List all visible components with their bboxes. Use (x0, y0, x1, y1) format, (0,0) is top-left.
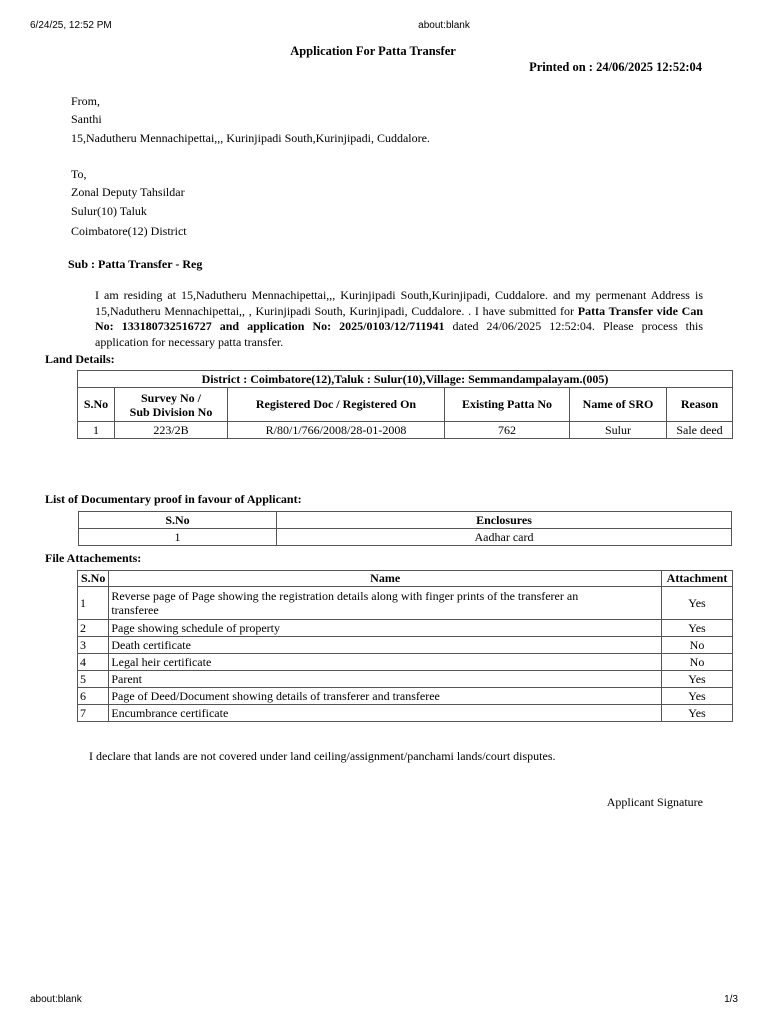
file-attachments-title: File Attachements: (45, 551, 142, 565)
land-table-caption: District : Coimbatore(12),Taluk : Sulur(10),Village: Semmandampalayam.(005) (78, 371, 733, 388)
table-row (78, 688, 733, 705)
file-sno: 1 (78, 587, 109, 620)
file-attachment: Yes (662, 587, 733, 620)
paragraph-application-numbers: Patta Transfer vide Can No: 133180732516727 and application No: 2025/0103/12/711941 (95, 303, 703, 334)
from-name: Santhi (71, 112, 102, 126)
to-label: To, (71, 167, 87, 181)
land-sro: Sulur (570, 422, 667, 439)
to-line-1: Zonal Deputy Tahsildar (71, 185, 185, 199)
print-footer-url: about:blank (30, 994, 82, 1005)
file-sno: 4 (78, 654, 109, 671)
file-name: Page of Deed/Document showing details of transferer and transferee (109, 688, 662, 705)
applicant-signature-label: Applicant Signature (606, 795, 703, 809)
application-paragraph (95, 288, 703, 350)
file-sno: 7 (78, 705, 109, 722)
files-table-header (78, 571, 733, 587)
land-details-title: Land Details: (45, 352, 115, 366)
from-label: From, (71, 94, 101, 108)
file-sno: 2 (78, 620, 109, 637)
table-row (78, 705, 733, 722)
proof-col-enclosures: Enclosures (277, 512, 732, 529)
col-sno: S.No (78, 388, 115, 422)
print-url: about:blank (418, 20, 470, 31)
file-attachment: No (662, 637, 733, 654)
proof-table-header (79, 512, 732, 529)
land-reason: Sale deed (667, 422, 733, 439)
print-datetime: 6/24/25, 12:52 PM (30, 20, 112, 31)
col-sro: Name of SRO (570, 388, 667, 422)
files-col-name: Name (109, 571, 662, 587)
document-title: Application For Patta Transfer (290, 44, 456, 58)
proof-title: List of Documentary proof in favour of Applicant: (45, 492, 302, 506)
file-sno: 5 (78, 671, 109, 688)
file-name: Parent (109, 671, 662, 688)
file-name (109, 587, 662, 620)
subject: Sub : Patta Transfer - Reg (68, 257, 203, 271)
table-row (78, 620, 733, 637)
file-attachments-table (77, 570, 733, 722)
table-row (78, 671, 733, 688)
file-sno: 3 (78, 637, 109, 654)
file-sno: 6 (78, 688, 109, 705)
file-name: Encumbrance certificate (109, 705, 662, 722)
col-survey-line2: Sub Division No (129, 404, 213, 419)
declaration: I declare that lands are not covered under land ceiling/assignment/panchami lands/court disputes. (89, 749, 556, 763)
paragraph-text-2: dated 24/06/2025 12:52:04. Please process this application for necessary patta transfer. (95, 319, 703, 349)
files-col-attachment: Attachment (662, 571, 733, 587)
proof-enclosure: Aadhar card (277, 529, 732, 546)
table-row (78, 654, 733, 671)
to-line-3: Coimbatore(12) District (71, 224, 187, 238)
to-line-2: Sulur(10) Taluk (71, 204, 147, 218)
file-name-line1: Reverse page of Page showing the registration details along with finger prints of the transferer an (111, 589, 579, 603)
proof-table (78, 511, 732, 546)
proof-sno: 1 (79, 529, 277, 546)
file-attachment: Yes (662, 620, 733, 637)
paragraph-text-1: I am residing at 15,Nadutheru Mennachipettai,,, Kurinjipadi South,Kurinjipadi, Cuddalore. and my permenant Address is 15,Nadutheru Mennachipettai,, , Kurinjipadi South, Kurinjipadi, Cuddalore. . I have submitted for (95, 288, 703, 318)
col-survey-line1: Survey No / (141, 390, 201, 405)
file-attachment: No (662, 654, 733, 671)
land-table-header (78, 388, 733, 422)
file-name: Legal heir certificate (109, 654, 662, 671)
table-row (78, 637, 733, 654)
land-details-table (77, 370, 733, 439)
col-survey (115, 388, 228, 422)
col-reason: Reason (667, 388, 733, 422)
table-row (78, 587, 733, 620)
table-row (78, 422, 733, 439)
file-attachment: Yes (662, 688, 733, 705)
printed-on: Printed on : 24/06/2025 12:52:04 (529, 60, 702, 74)
file-attachment: Yes (662, 671, 733, 688)
col-existing-patta: Existing Patta No (445, 388, 570, 422)
proof-col-sno: S.No (79, 512, 277, 529)
table-row (79, 529, 732, 546)
file-name: Death certificate (109, 637, 662, 654)
file-attachment: Yes (662, 705, 733, 722)
col-registered-doc: Registered Doc / Registered On (228, 388, 445, 422)
land-registered-doc: R/80/1/766/2008/28-01-2008 (228, 422, 445, 439)
from-address: 15,Nadutheru Mennachipettai,,, Kurinjipadi South,Kurinjipadi, Cuddalore. (71, 131, 430, 145)
land-sno: 1 (78, 422, 115, 439)
file-name: Page showing schedule of property (109, 620, 662, 637)
files-col-sno: S.No (78, 571, 109, 587)
print-page-number: 1/3 (724, 994, 738, 1005)
land-survey-no: 223/2B (115, 422, 228, 439)
file-name-line2: transferee (111, 603, 159, 617)
land-patta-no: 762 (445, 422, 570, 439)
